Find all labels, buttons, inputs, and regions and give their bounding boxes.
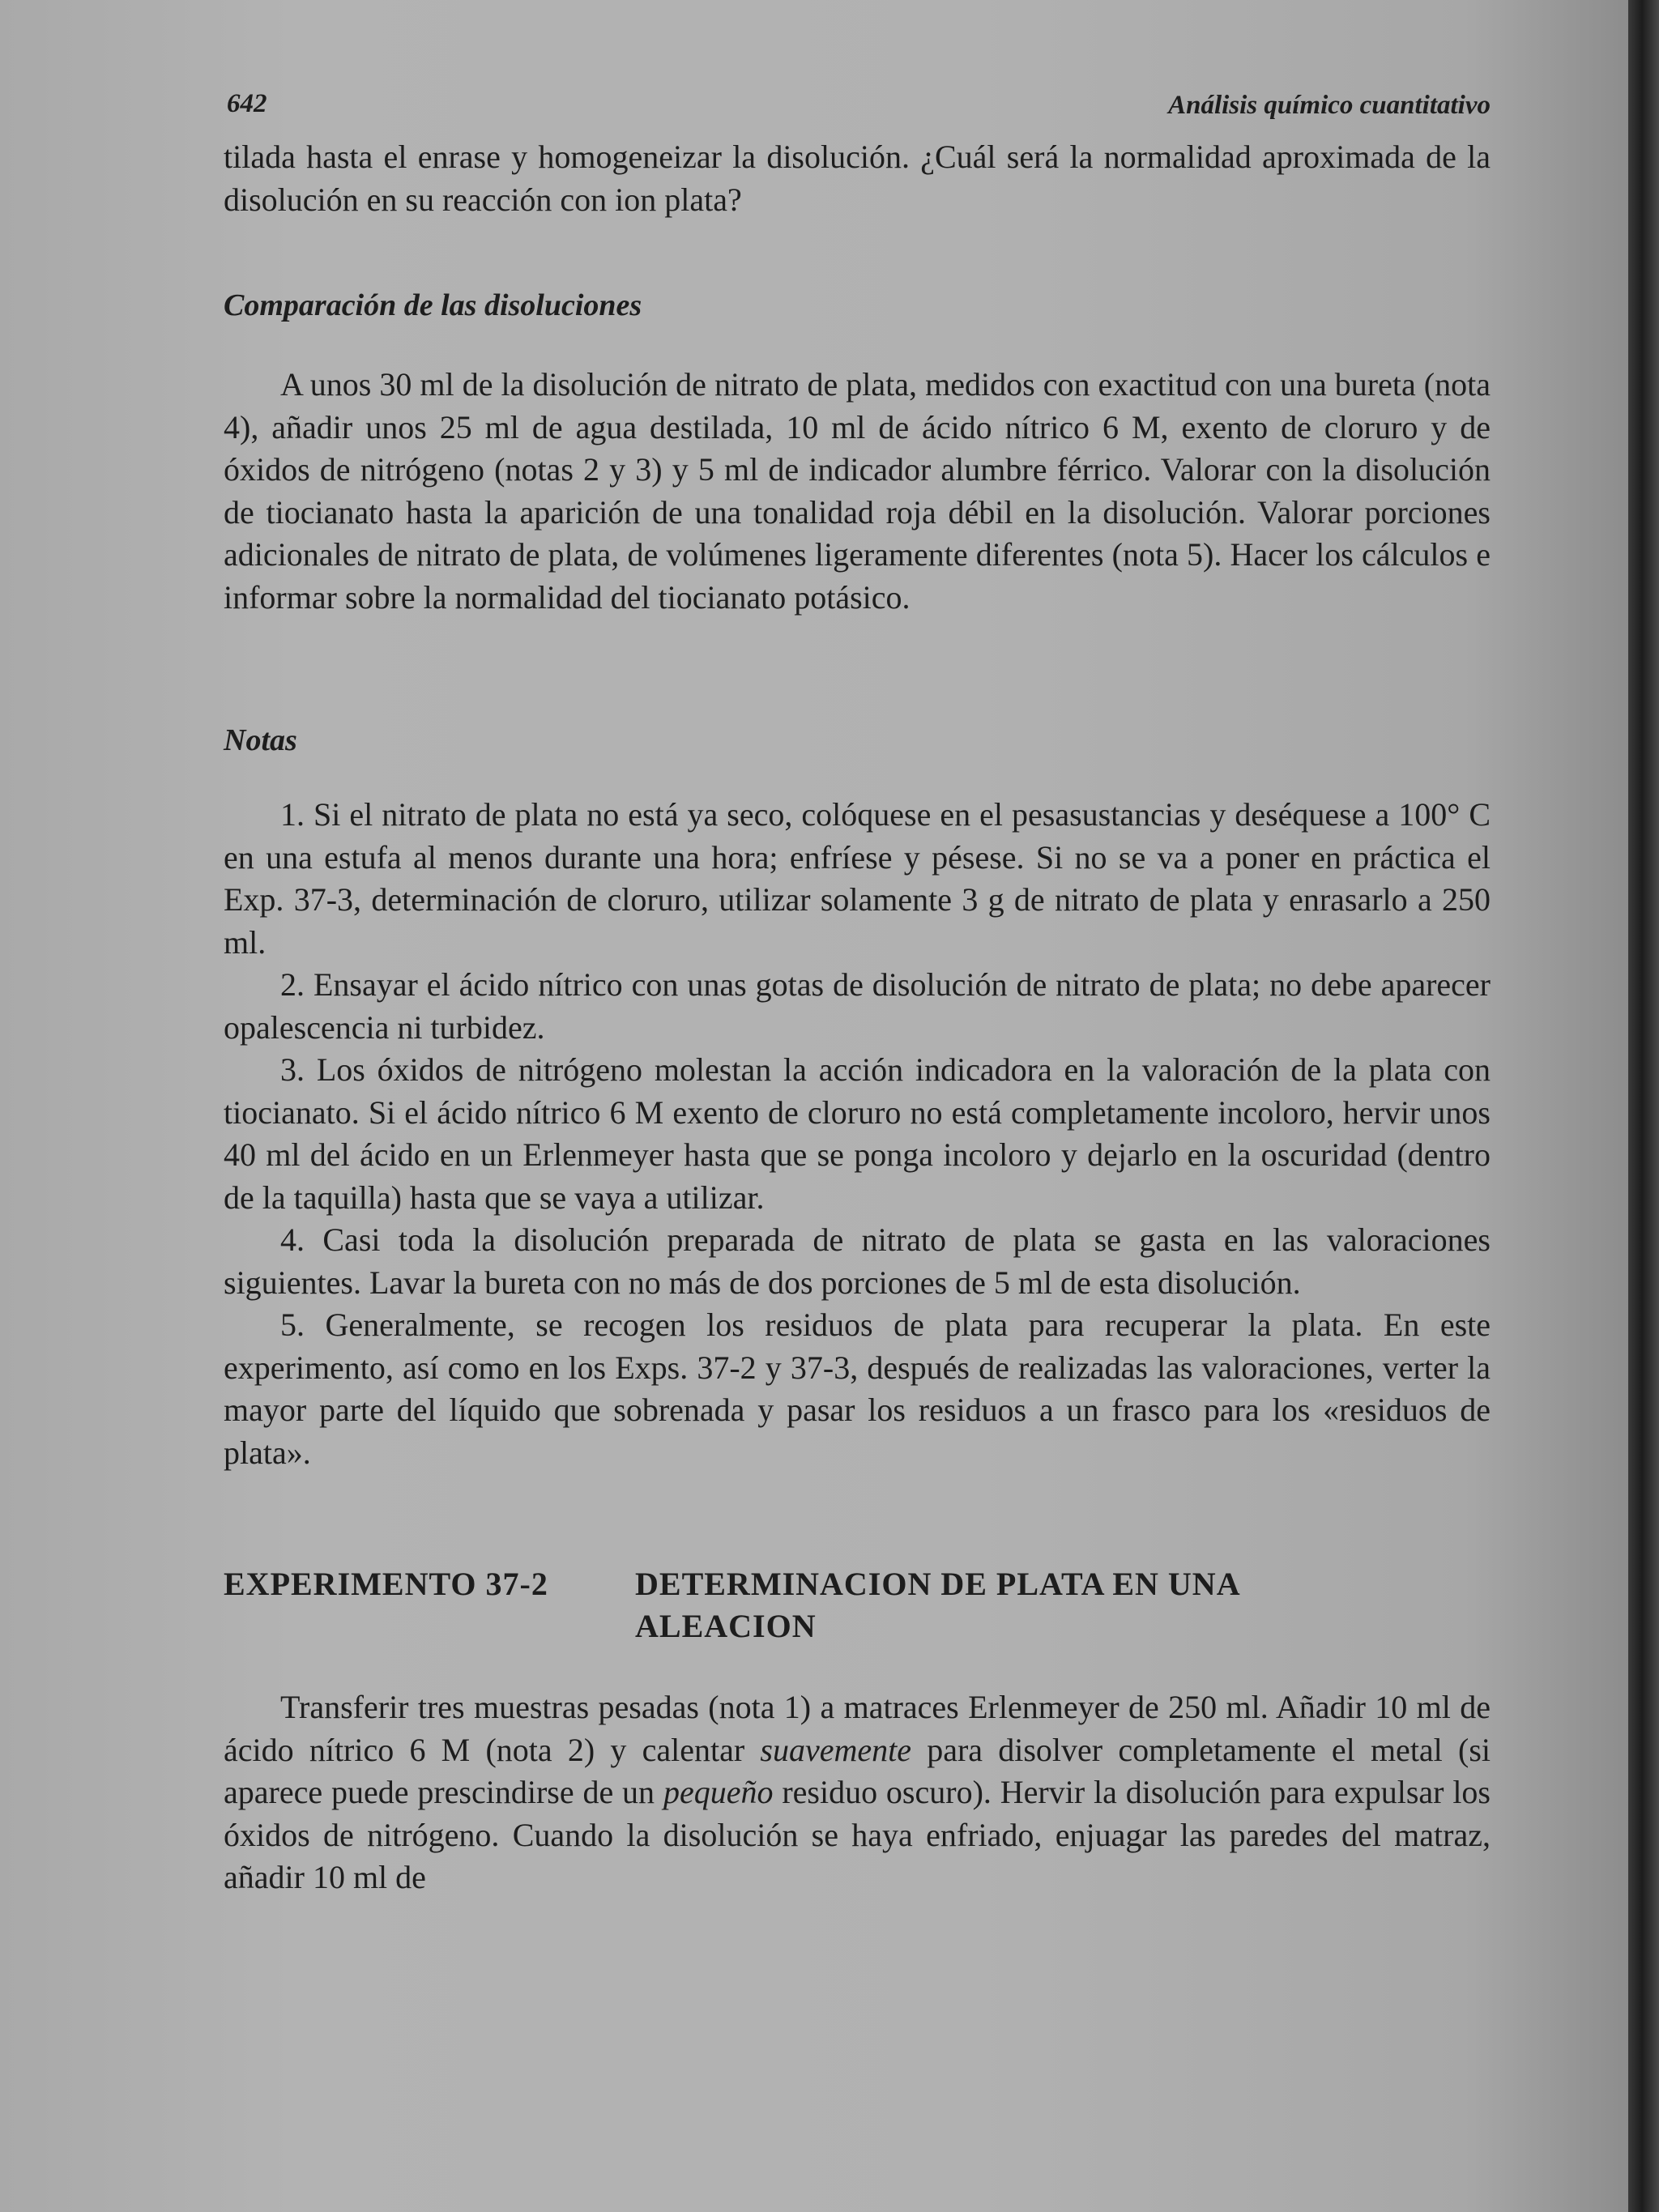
note-item: 3. Los óxidos de nitrógeno molestan la acción indicadora en la valoración de la plata con tiocianato. Si el ácido nítrico 6 M exento de cloruro no está completamente incoloro, hervir unos 40 ml del ácido en un Erlenmeyer hasta que se ponga incoloro y dejarlo en la oscuridad (dentro de la taquilla) hasta que se vaya a utilizar.: [224, 1051, 1491, 1216]
experiment-number: EXPERIMENTO 37-2: [224, 1566, 548, 1602]
note-item: 2. Ensayar el ácido nítrico con unas gotas de disolución de nitrato de plata; no debe aparecer opalescencia ni turbidez.: [224, 966, 1491, 1046]
notes-list: [224, 794, 1491, 1474]
experiment-paragraph: [224, 1686, 1491, 1899]
section-heading-notas: Notas: [224, 723, 297, 757]
running-title: Análisis químico cuantitativo: [1168, 91, 1491, 120]
experiment-emphasis-pequeno: pequeño: [663, 1774, 774, 1810]
experiment-title: DETERMINACION DE PLATA EN UNA ALEACION: [635, 1566, 1239, 1644]
experiment-emphasis-suavemente: suavemente: [760, 1731, 911, 1768]
intro-paragraph: tilada hasta el enrase y homogeneizar la disolución. ¿Cuál será la normalidad aproximada de la disolución en su reacción con ion plata?: [224, 139, 1491, 218]
page-content: [224, 81, 1491, 1899]
note-item: 5. Generalmente, se recogen los residuos de plata para recuperar la plata. En este experimento, así como en los Exps. 37-2 y 37-3, después de realizadas las valoraciones, verter la mayor parte del líquido que sobrenada y pasar los residuos a un frasco para los «residuos de plata».: [224, 1306, 1491, 1471]
note-item: 1. Si el nitrato de plata no está ya seco, colóquese en el pesasustancias y deséquese a 100° C en una estufa al menos durante una hora; enfríese y pésese. Si no se va a poner en práctica el Exp. 37-3, determinación de cloruro, utilizar solamente 3 g de nitrato de plata y enrasarlo a 250 ml.: [224, 796, 1491, 961]
book-spine-shadow: [1628, 0, 1659, 2212]
running-header: [224, 81, 1491, 130]
experiment-text-part2: para disolver completamente el metal (si aparece puede prescindirse de un: [224, 1731, 1491, 1810]
experiment-text-part1: Transferir tres muestras pesadas (nota 1) a matraces Erlenmeyer de 250 ml. Añadir 10 ml de ácido nítrico 6 M (nota 2) y calentar: [224, 1689, 1491, 1768]
comparacion-paragraph: A unos 30 ml de la disolución de nitrato de plata, medidos con exactitud con una bureta (nota 4), añadir unos 25 ml de agua destilada, 10 ml de ácido nítrico 6 M, exento de cloruro y de óxidos de nitrógeno (notas 2 y 3) y 5 ml de indicador alumbre férrico. Valorar con la disolución de tiocianato hasta la aparición de una tonalidad roja débil en la disolución. Valorar porciones adicionales de nitrato de plata, de volúmenes ligeramente diferentes (nota 5). Hacer los cálculos e informar sobre la normalidad del tiocianato potásico.: [224, 366, 1491, 616]
page-number: 642: [227, 89, 267, 118]
experiment-text-part3: residuo oscuro). Hervir la disolución para expulsar los óxidos de nitrógeno. Cuando la disolución se haya enfriado, enjuagar las paredes del matraz, añadir 10 ml de: [224, 1774, 1491, 1895]
section-heading-comparacion: Comparación de las disoluciones: [224, 288, 642, 322]
experiment-heading: [224, 1563, 1491, 1647]
note-item: 4. Casi toda la disolución preparada de nitrato de plata se gasta en las valoraciones siguientes. Lavar la bureta con no más de dos porciones de 5 ml de esta disolución.: [224, 1221, 1491, 1301]
